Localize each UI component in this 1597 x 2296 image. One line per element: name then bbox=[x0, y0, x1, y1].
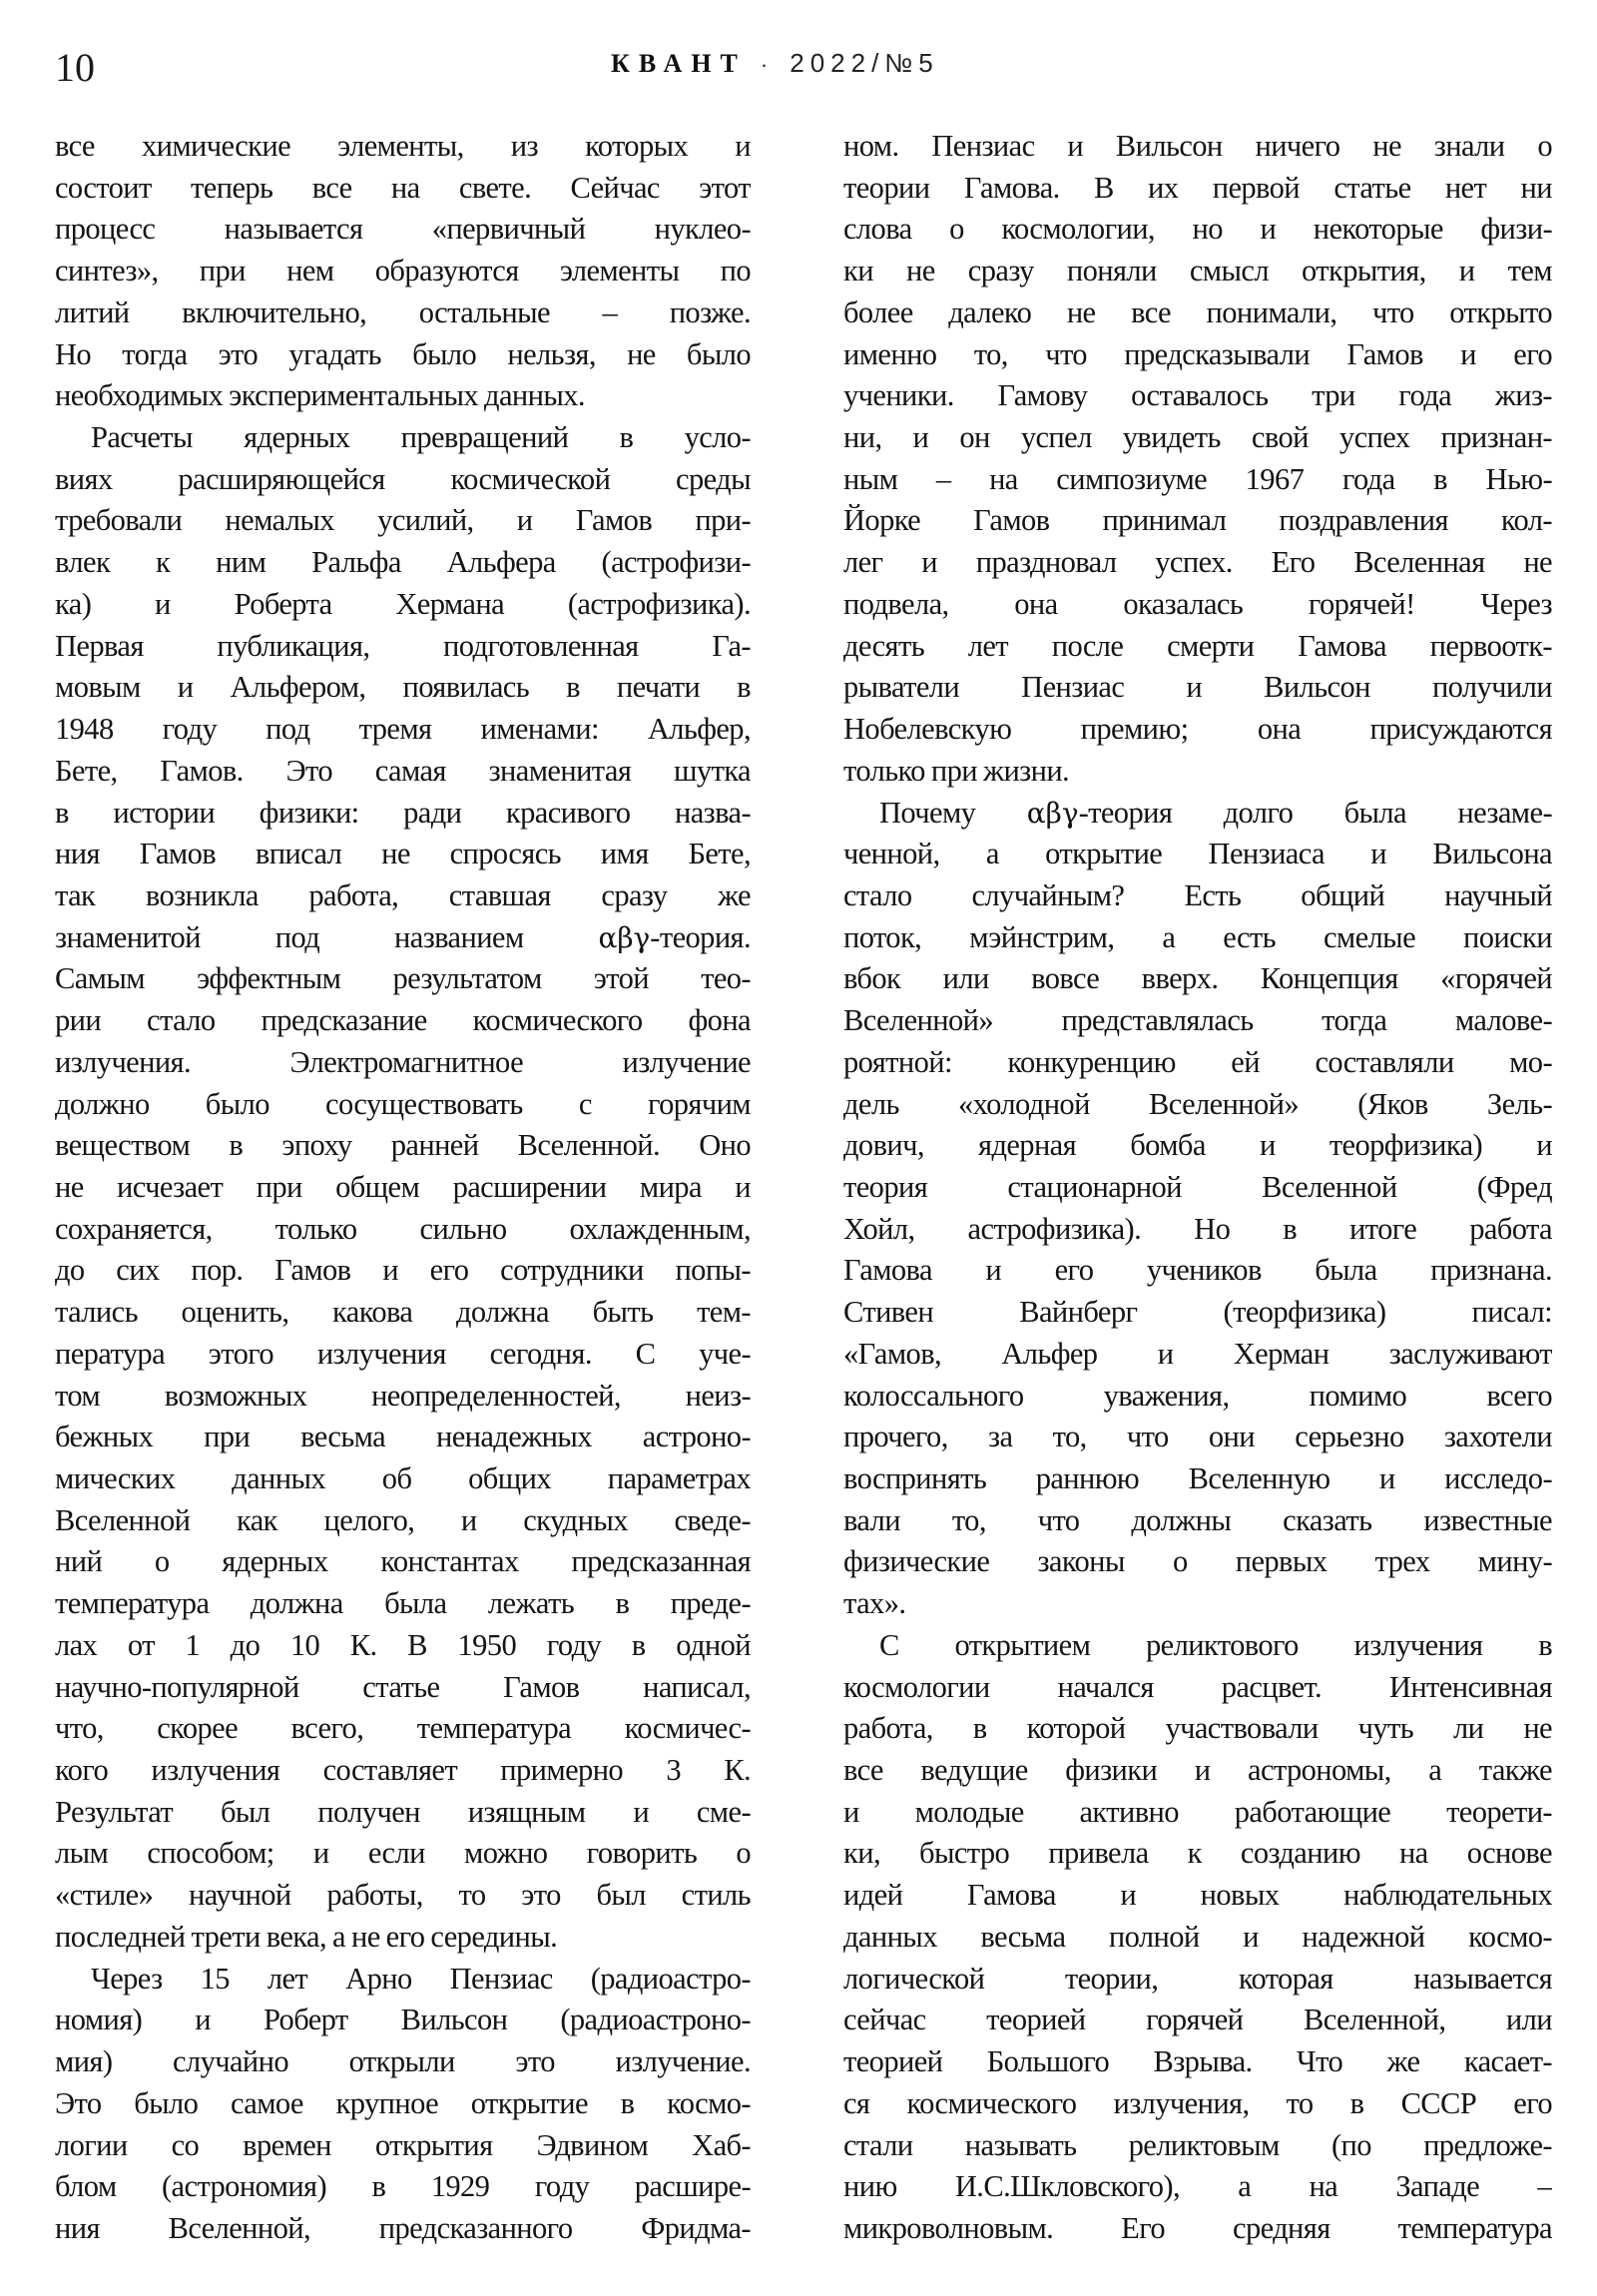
text-line bbox=[55, 1250, 751, 1292]
text-line bbox=[843, 2125, 1552, 2167]
text-line bbox=[55, 1917, 751, 1959]
text-line-content: так возникла работа, ставшая сразу же bbox=[55, 877, 751, 912]
text-line-content: синтез», при нем образуются элементы по bbox=[55, 254, 751, 288]
text-line bbox=[843, 168, 1552, 210]
text-line-content: только при жизни. bbox=[843, 753, 1070, 788]
greek-letters: αβγ bbox=[598, 920, 651, 954]
text-line bbox=[843, 667, 1552, 709]
text-line bbox=[55, 667, 751, 709]
text-column-right bbox=[843, 126, 1552, 2250]
text-line bbox=[843, 1417, 1552, 1458]
text-line-content: Вселенной» представлялась тогда малове- bbox=[843, 1003, 1552, 1038]
text-line bbox=[843, 584, 1552, 626]
text-line-content: воспринять раннюю Вселенную и исследо- bbox=[843, 1461, 1552, 1495]
text-line-content: Почему bbox=[879, 795, 976, 830]
text-line-content: 1948 году под тремя именами: Альфер, bbox=[55, 712, 751, 747]
text-line bbox=[843, 1084, 1552, 1126]
text-line bbox=[55, 209, 751, 251]
text-line-content: сохраняется, только сильно охлажденным, bbox=[55, 1211, 751, 1246]
text-line bbox=[55, 1042, 751, 1084]
text-line-content: последней трети века, а не его середины. bbox=[55, 1919, 558, 1954]
journal-title: КВАНТ bbox=[611, 49, 747, 78]
text-line-content: Бете, Гамов. Это самая знаменитая шутка bbox=[55, 753, 751, 788]
text-line bbox=[55, 917, 751, 959]
text-line-content: логической теории, которая называется bbox=[843, 1961, 1552, 1996]
text-line bbox=[55, 2041, 751, 2083]
text-line bbox=[843, 958, 1552, 1000]
text-line bbox=[55, 2125, 751, 2167]
text-line-content: мических данных об общих параметрах bbox=[55, 1461, 751, 1495]
text-line bbox=[843, 1541, 1552, 1583]
text-line bbox=[843, 1667, 1552, 1709]
text-line bbox=[55, 375, 751, 417]
text-line-content: бежных при весьма ненадежных астроно- bbox=[55, 1420, 751, 1454]
text-line-content: что, скорее всего, температура космичес- bbox=[55, 1711, 751, 1746]
text-line bbox=[843, 542, 1552, 584]
text-line-content: виях расширяющейся космической среды bbox=[55, 461, 751, 496]
text-line-content: ния Вселенной, предсказанного Фридма- bbox=[55, 2210, 751, 2245]
text-line bbox=[55, 834, 751, 875]
text-line bbox=[55, 1334, 751, 1376]
text-line bbox=[843, 1042, 1552, 1084]
text-line-content: Нобелевскую премию; она присуждаются bbox=[843, 712, 1552, 747]
text-line bbox=[843, 1875, 1552, 1917]
text-line bbox=[843, 1250, 1552, 1292]
text-line-content: знаменитой под названием bbox=[55, 919, 524, 954]
text-line-content: ки не сразу поняли смысл открытия, и тем bbox=[843, 254, 1552, 288]
text-line bbox=[55, 1417, 751, 1458]
text-line bbox=[843, 500, 1552, 542]
text-line bbox=[843, 1209, 1552, 1251]
text-line-content: Самым эффектным результатом этой тео- bbox=[55, 961, 751, 996]
text-line bbox=[843, 209, 1552, 251]
text-line bbox=[55, 1084, 751, 1126]
text-line bbox=[55, 1500, 751, 1542]
text-line bbox=[55, 1959, 751, 2001]
text-line-content: микроволновым. Его средняя температура bbox=[843, 2210, 1552, 2245]
text-line-content: более далеко не все понимали, что открыто bbox=[843, 294, 1552, 329]
text-line-content: должно было сосуществовать с горячим bbox=[55, 1086, 751, 1121]
text-line-content: Расчеты ядерных превращений в усло- bbox=[91, 420, 751, 455]
text-line bbox=[55, 751, 751, 793]
text-line-content: номия) и Роберт Вильсон (радиоастроно- bbox=[55, 2003, 751, 2037]
text-line-content: температура должна была лежать в преде- bbox=[55, 1586, 751, 1621]
text-line bbox=[843, 417, 1552, 459]
text-line-content: Результат был получен изящным и сме- bbox=[55, 1794, 751, 1829]
text-line bbox=[55, 1167, 751, 1209]
text-line bbox=[843, 626, 1552, 668]
text-line bbox=[55, 1209, 751, 1251]
text-line bbox=[843, 334, 1552, 376]
text-line-content: колоссального уважения, помимо всего bbox=[843, 1378, 1552, 1413]
text-line bbox=[55, 875, 751, 917]
text-line bbox=[843, 1625, 1552, 1667]
text-line-content: космологии начался расцвет. Интенсивная bbox=[843, 1669, 1552, 1704]
text-line-content: подвела, она оказалась горячей! Через bbox=[843, 586, 1552, 621]
text-line-content: «стиле» научной работы, то это был стиль bbox=[55, 1878, 751, 1913]
text-line-content: идей Гамова и новых наблюдательных bbox=[843, 1878, 1552, 1913]
text-line bbox=[55, 2083, 751, 2125]
text-line-content: ния Гамов вписал не спросясь имя Бете, bbox=[55, 837, 751, 871]
text-line-content: ка) и Роберта Хермана (астрофизика). bbox=[55, 586, 751, 621]
text-line-content: необходимых экспериментальных данных. bbox=[55, 378, 585, 413]
text-line bbox=[843, 1833, 1552, 1875]
text-line-content: ни, и он успел увидеть свой успех признан- bbox=[843, 420, 1552, 455]
text-line-content: излучения. Электромагнитное излучение bbox=[55, 1044, 751, 1079]
text-line bbox=[843, 709, 1552, 751]
text-line-content: научно-популярной статье Гамов написал, bbox=[55, 1669, 751, 1704]
text-line bbox=[55, 1458, 751, 1500]
text-line bbox=[843, 793, 1552, 835]
text-line bbox=[55, 292, 751, 334]
text-line bbox=[55, 709, 751, 751]
text-line-content: тах». bbox=[843, 1586, 906, 1621]
text-line bbox=[843, 126, 1552, 168]
text-line bbox=[843, 1167, 1552, 1209]
text-line-content: Стивен Вайнберг (теорфизика) писал: bbox=[843, 1295, 1552, 1330]
text-line-content: до сих пор. Гамов и его сотрудники попы- bbox=[55, 1253, 751, 1288]
text-line bbox=[843, 2041, 1552, 2083]
text-line bbox=[55, 1541, 751, 1583]
text-line-content: процесс называется «первичный нуклео- bbox=[55, 212, 751, 247]
text-line bbox=[55, 1792, 751, 1834]
greek-letters: αβγ bbox=[1026, 796, 1079, 830]
text-line-content: физические законы о первых трех мину- bbox=[843, 1544, 1552, 1579]
text-line bbox=[843, 1125, 1552, 1167]
separator-dot: · bbox=[760, 52, 769, 77]
text-line-content: Но тогда это угадать было нельзя, не было bbox=[55, 336, 751, 371]
text-line bbox=[55, 793, 751, 835]
text-line bbox=[843, 1000, 1552, 1042]
text-line-content: теории Гамова. В их первой статье нет ни bbox=[843, 170, 1552, 205]
text-line-content: кого излучения составляет примерно 3 К. bbox=[55, 1753, 751, 1788]
text-line-content: прочего, за то, что они серьезно захотели bbox=[843, 1420, 1552, 1454]
text-line-content: и молодые активно работающие теорети- bbox=[843, 1794, 1552, 1829]
text-line-content: теория стационарной Вселенной (Фред bbox=[843, 1169, 1552, 1204]
text-line bbox=[55, 251, 751, 292]
text-line bbox=[55, 334, 751, 376]
text-line bbox=[55, 958, 751, 1000]
text-line bbox=[55, 1125, 751, 1167]
text-line bbox=[55, 1292, 751, 1334]
text-line-content: Йорке Гамов принимал поздравления кол- bbox=[843, 503, 1552, 538]
text-line-content: все ведущие физики и астрономы, а также bbox=[843, 1753, 1552, 1788]
text-line-content: ном. Пензиас и Вильсон ничего не знали о bbox=[843, 129, 1552, 163]
text-line bbox=[843, 917, 1552, 959]
text-line-content: сейчас теорией горячей Вселенной, или bbox=[843, 2003, 1552, 2037]
text-line-content: дель «холодной Вселенной» (Яков Зель- bbox=[843, 1086, 1552, 1121]
text-line-content: работа, в которой участвовали чуть ли не bbox=[843, 1711, 1552, 1746]
text-line-content: Через 15 лет Арно Пензиас (радиоастро- bbox=[91, 1961, 751, 1996]
text-line-content: лах от 1 до 10 К. В 1950 году в одной bbox=[55, 1627, 751, 1662]
text-line bbox=[55, 1875, 751, 1917]
text-line-content: С открытием реликтового излучения в bbox=[879, 1627, 1552, 1662]
text-line-content: Вселенной как целого, и скудных сведе- bbox=[55, 1502, 751, 1537]
text-line-content: состоит теперь все на свете. Сейчас этот bbox=[55, 170, 751, 205]
text-line bbox=[843, 1376, 1552, 1418]
text-line-content: логии со времен открытия Эдвином Хаб- bbox=[55, 2127, 751, 2162]
text-line bbox=[55, 2000, 751, 2041]
text-line-content: роятной: конкуренцию ей составляли мо- bbox=[843, 1044, 1552, 1079]
text-line bbox=[55, 584, 751, 626]
text-line bbox=[55, 1583, 751, 1625]
text-line bbox=[843, 2083, 1552, 2125]
text-line-content: поток, мэйнстрим, а есть смелые поиски bbox=[843, 919, 1552, 954]
text-line bbox=[843, 1458, 1552, 1500]
text-line bbox=[55, 626, 751, 668]
text-line-suffix: -теория долго была незаме- bbox=[1078, 795, 1552, 830]
text-line bbox=[843, 1334, 1552, 1376]
text-line bbox=[843, 2166, 1552, 2208]
text-line bbox=[843, 2208, 1552, 2250]
text-line bbox=[55, 2208, 751, 2250]
text-line-content: Хойл, астрофизика). Но в итоге работа bbox=[843, 1211, 1552, 1246]
text-line bbox=[843, 1959, 1552, 2001]
text-line bbox=[843, 292, 1552, 334]
text-line bbox=[55, 542, 751, 584]
text-line bbox=[843, 751, 1552, 793]
text-line bbox=[55, 1667, 751, 1709]
text-line-content: Первая публикация, подготовленная Га- bbox=[55, 628, 751, 663]
text-line-content: рии стало предсказание космического фона bbox=[55, 1003, 751, 1038]
text-line bbox=[843, 459, 1552, 501]
text-line-content: тались оценить, какова должна быть тем- bbox=[55, 1295, 751, 1330]
text-line-content: в истории физики: ради красивого назва- bbox=[55, 795, 751, 830]
text-line bbox=[843, 1292, 1552, 1334]
text-line bbox=[843, 251, 1552, 292]
text-line bbox=[55, 459, 751, 501]
text-line bbox=[55, 2166, 751, 2208]
text-line bbox=[843, 375, 1552, 417]
text-line-content: слова о космологии, но и некоторые физи- bbox=[843, 212, 1552, 247]
text-line bbox=[843, 2000, 1552, 2041]
text-line-content: ний о ядерных константах предсказанная bbox=[55, 1544, 751, 1579]
text-line-content: теорией Большого Взрыва. Что же касает- bbox=[843, 2044, 1552, 2079]
text-line bbox=[55, 500, 751, 542]
text-line-content: ученики. Гамову оставалось три года жиз- bbox=[843, 378, 1552, 413]
text-line bbox=[55, 1625, 751, 1667]
text-line-content: блом (астрономия) в 1929 году расшире- bbox=[55, 2169, 751, 2204]
text-line-content: ся космического излучения, то в СССР его bbox=[843, 2085, 1552, 2120]
text-line bbox=[843, 1792, 1552, 1834]
text-line bbox=[843, 1750, 1552, 1792]
text-line-content: вбок или вовсе вверх. Концепция «горячей bbox=[843, 961, 1552, 996]
text-line-content: не исчезает при общем расширении мира и bbox=[55, 1169, 751, 1204]
running-head bbox=[611, 48, 939, 84]
text-line-content: Это было самое крупное открытие в космо- bbox=[55, 2085, 751, 2120]
text-line-content: веществом в эпоху ранней Вселенной. Оно bbox=[55, 1128, 751, 1163]
text-line-content: литий включительно, остальные – позже. bbox=[55, 294, 751, 329]
text-line bbox=[55, 417, 751, 459]
page-number: 10 bbox=[55, 45, 95, 90]
text-line-content: ки, быстро привела к созданию на основе bbox=[843, 1836, 1552, 1871]
text-line-content: вали то, что должны сказать известные bbox=[843, 1502, 1552, 1537]
text-line bbox=[843, 1583, 1552, 1625]
text-line bbox=[843, 1500, 1552, 1542]
text-line-content: все химические элементы, из которых и bbox=[55, 129, 751, 163]
text-line bbox=[55, 168, 751, 210]
text-column-left bbox=[55, 126, 751, 2250]
text-line-content: лег и праздновал успех. Его Вселенная не bbox=[843, 545, 1552, 580]
text-line-content: том возможных неопределенностей, неиз- bbox=[55, 1378, 751, 1413]
text-line-content: мия) случайно открыли это излучение. bbox=[55, 2044, 751, 2079]
text-line-content: стало случайным? Есть общий научный bbox=[843, 877, 1552, 912]
text-line-content: ченной, а открытие Пензиаса и Вильсона bbox=[843, 837, 1552, 871]
text-line-content: данных весьма полной и надежной космо- bbox=[843, 1919, 1552, 1954]
text-line bbox=[55, 1000, 751, 1042]
text-line-content: «Гамов, Альфер и Херман заслуживают bbox=[843, 1336, 1552, 1371]
text-line-content: требовали немалых усилий, и Гамов при- bbox=[55, 503, 751, 538]
text-line bbox=[55, 1708, 751, 1750]
text-line-content: Гамова и его учеников была признана. bbox=[843, 1253, 1552, 1288]
text-line bbox=[843, 875, 1552, 917]
text-line-content: десять лет после смерти Гамова первоотк- bbox=[843, 628, 1552, 663]
text-line bbox=[843, 1917, 1552, 1959]
text-line-content: именно то, что предсказывали Гамов и его bbox=[843, 336, 1552, 371]
text-line-content: дович, ядерная бомба и теорфизика) и bbox=[843, 1128, 1552, 1163]
text-line bbox=[55, 1833, 751, 1875]
text-line-content: ным – на симпозиуме 1967 года в Нью- bbox=[843, 461, 1552, 496]
text-line bbox=[55, 126, 751, 168]
text-line bbox=[55, 1376, 751, 1418]
text-line-content: мовым и Альфером, появилась в печати в bbox=[55, 670, 751, 705]
text-line-content: влек к ним Ральфа Альфера (астрофизи- bbox=[55, 545, 751, 580]
text-line bbox=[843, 1708, 1552, 1750]
text-line-content: стали называть реликтовым (по предложе- bbox=[843, 2127, 1552, 2162]
text-line-content: рыватели Пензиас и Вильсон получили bbox=[843, 670, 1552, 705]
text-line-content: пература этого излучения сегодня. С уче- bbox=[55, 1336, 751, 1371]
text-line bbox=[843, 834, 1552, 875]
text-line bbox=[55, 1750, 751, 1792]
text-line-suffix: -теория. bbox=[650, 919, 751, 954]
text-line-content: лым способом; и если можно говорить о bbox=[55, 1836, 751, 1871]
issue-number: 2022/№5 bbox=[790, 48, 939, 78]
text-line-content: нию И.С.Шкловского), а на Западе – bbox=[843, 2169, 1552, 2204]
